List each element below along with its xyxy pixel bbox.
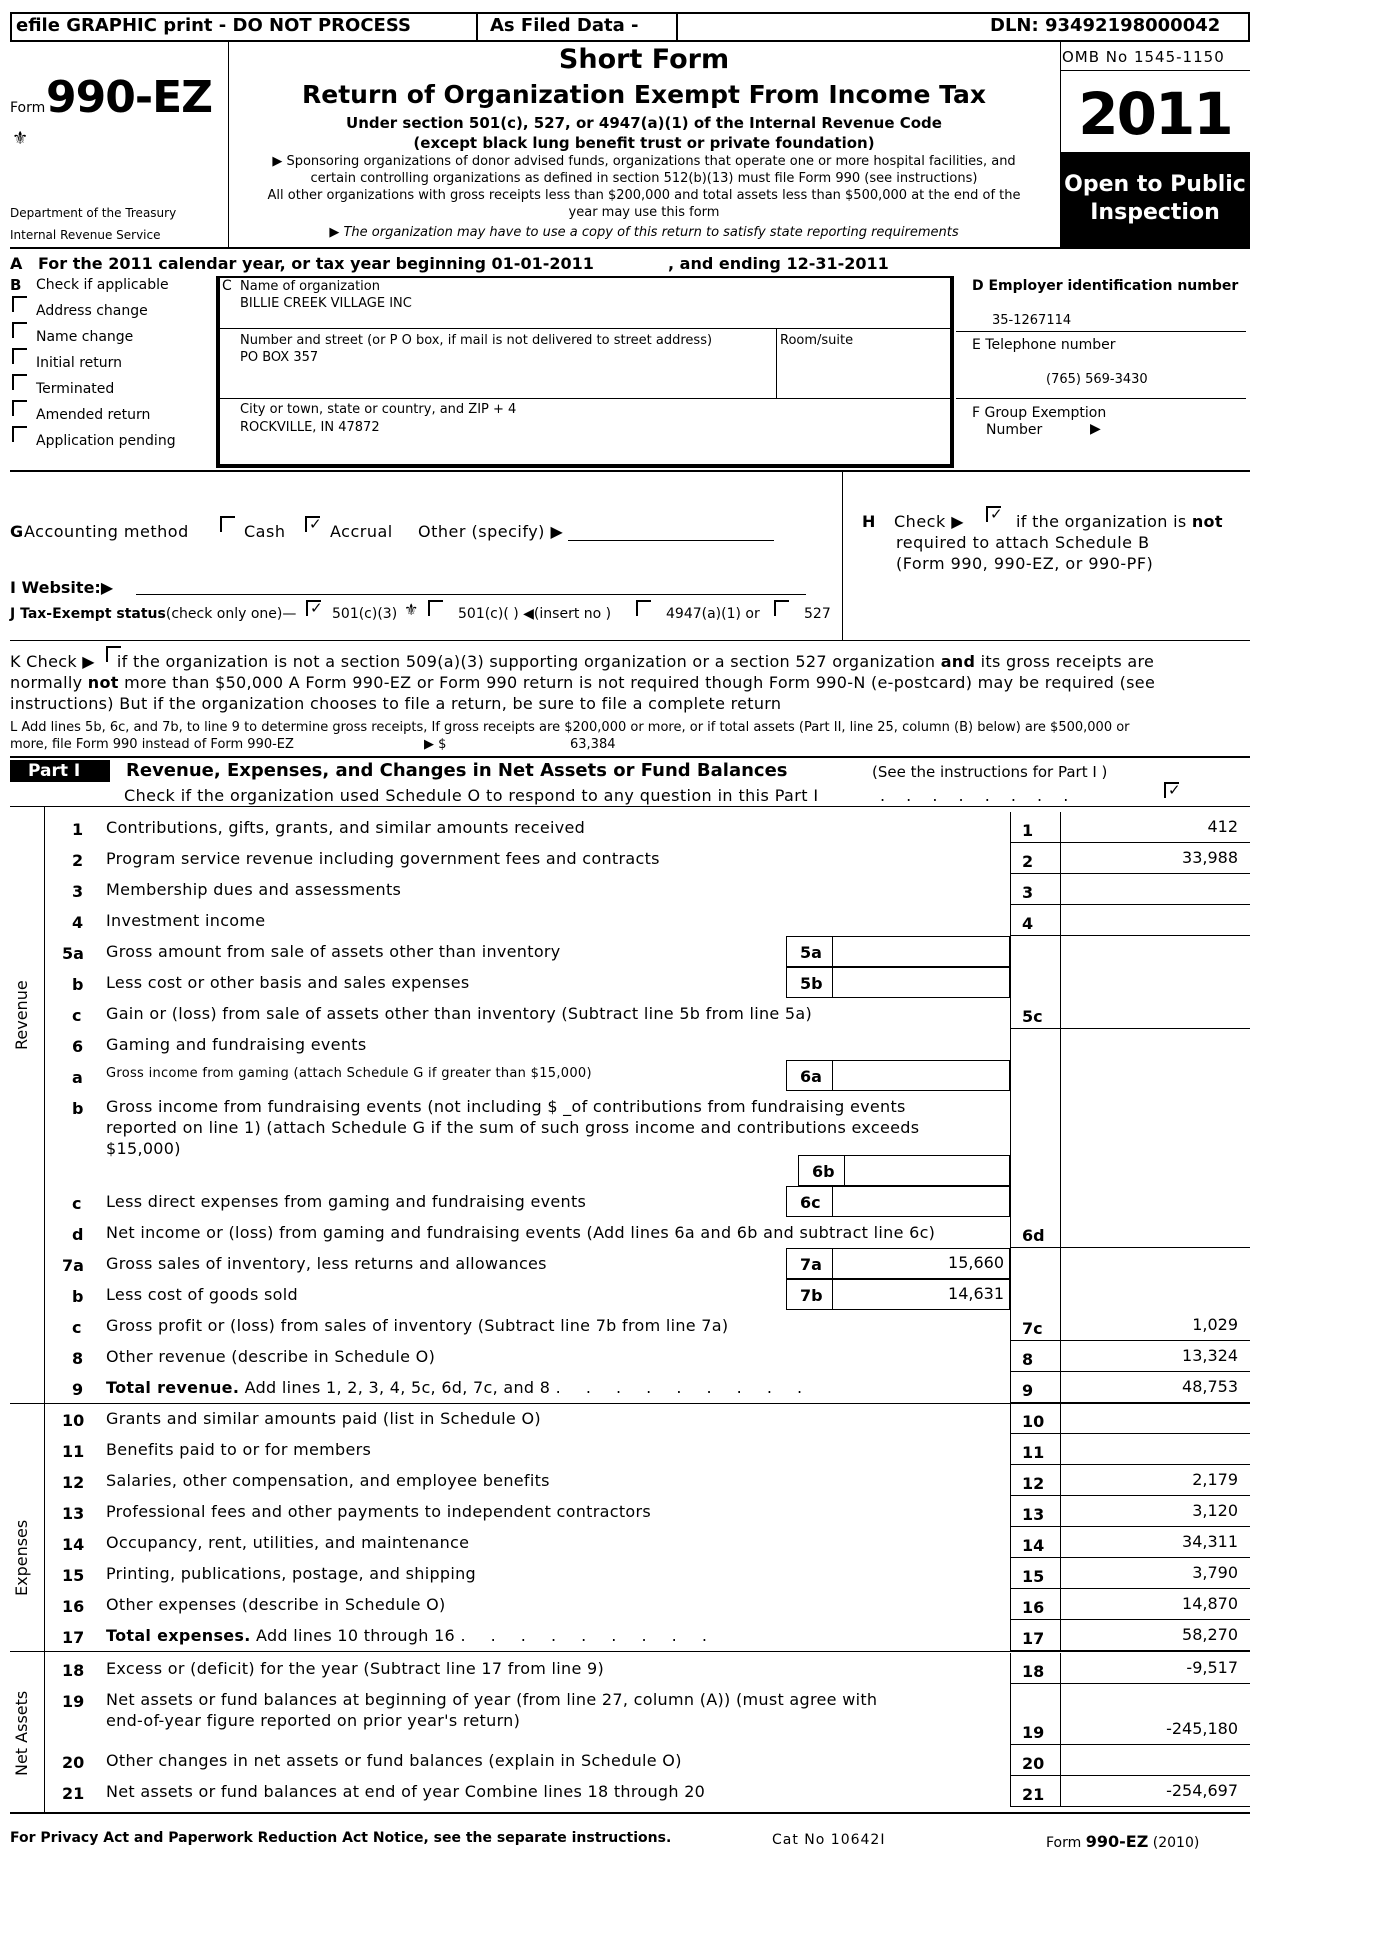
efile-label: efile GRAPHIC print - DO NOT PROCESS <box>16 15 411 36</box>
line-description: Grants and similar amounts paid (list in Schedule O) <box>106 1409 541 1428</box>
line-box-label: 9 <box>1022 1381 1034 1400</box>
line-description: Gross profit or (loss) from sales of inventory (Subtract line 7b from line 7a) <box>106 1316 729 1335</box>
line-number: d <box>72 1225 84 1244</box>
line-description: Contributions, gifts, grants, and similar amounts received <box>106 818 586 837</box>
line-description: Net income or (loss) from gaming and fundraising events (Add lines 6a and 6b and subtract line 6c) <box>106 1223 936 1242</box>
group-exemption-label-2: Number <box>986 422 1043 438</box>
501c3-label: 501(c)(3) <box>332 606 398 622</box>
line-number: 17 <box>62 1628 85 1647</box>
part1-title: Revenue, Expenses, and Changes in Net Assets or Fund Balances <box>126 760 788 781</box>
street-address: PO BOX 357 <box>240 350 319 365</box>
line-box-label: 11 <box>1022 1443 1045 1462</box>
part1-schedule-o-check-mark: ✓ <box>1168 781 1181 799</box>
ein-label: D Employer identification number <box>972 278 1239 294</box>
line-h-text-3: (Form 990, 990-EZ, or 990-PF) <box>896 554 1154 573</box>
terminated-label: Terminated <box>36 381 115 397</box>
phone-value: (765) 569-3430 <box>1046 372 1148 387</box>
line-description: Printing, publications, postage, and shipping <box>106 1564 477 1583</box>
line-amount[interactable]: 3,120 <box>1192 1501 1238 1520</box>
line-description-3: $15,000) <box>106 1139 181 1158</box>
line-box-label: 3 <box>1022 883 1034 902</box>
inner-box-label: 7a <box>800 1255 822 1274</box>
inner-box-label: 7b <box>800 1286 823 1305</box>
other-specify-line[interactable] <box>568 540 774 541</box>
line-box-label: 13 <box>1022 1505 1045 1524</box>
501c-checkbox[interactable] <box>428 600 443 616</box>
cash-checkbox[interactable] <box>220 516 235 532</box>
inner-box-label: 5b <box>800 974 823 993</box>
side-label-expenses: Expenses <box>12 1519 31 1596</box>
line-box-label: 7c <box>1022 1319 1043 1338</box>
line-description: Gaming and fundraising events <box>106 1035 367 1054</box>
cash-label: Cash <box>244 522 286 541</box>
form-subtitle-1: Under section 501(c), 527, or 4947(a)(1) of the Internal Revenue Code <box>346 114 942 132</box>
line-number: c <box>72 1318 82 1337</box>
privacy-notice: For Privacy Act and Paperwork Reduction Act Notice, see the separate instructions. <box>10 1830 672 1846</box>
line-number: 6 <box>72 1037 84 1056</box>
line-amount[interactable]: 412 <box>1207 817 1238 836</box>
open-to-public: Open to Public <box>1064 172 1246 197</box>
name-change-checkbox[interactable] <box>12 322 27 338</box>
org-name: BILLIE CREEK VILLAGE INC <box>240 296 412 311</box>
line-description: Gross amount from sale of assets other than inventory <box>106 942 561 961</box>
inner-box-label: 6a <box>800 1067 822 1086</box>
section-b-title: Check if applicable <box>36 277 169 293</box>
line-amount[interactable]: 2,179 <box>1192 1470 1238 1489</box>
line-number: b <box>72 1287 84 1306</box>
line-description: Other changes in net assets or fund balances (explain in Schedule O) <box>106 1751 682 1770</box>
phone-label: E Telephone number <box>972 337 1116 353</box>
accounting-method-label: Accounting method <box>24 522 189 541</box>
line-description-2: reported on line 1) (attach Schedule G if the sum of such gross income and contributions exceeds <box>106 1118 920 1137</box>
name-change-label: Name change <box>36 329 134 345</box>
line-amount[interactable]: -9,517 <box>1186 1658 1238 1677</box>
line-l-text-2: more, file Form 990 instead of Form 990-EZ <box>10 737 294 752</box>
omb-number: OMB No 1545-1150 <box>1062 48 1225 66</box>
header-note-1: ▶ Sponsoring organizations of donor advised funds, organizations that operate one or more hospital facilities, and <box>272 154 1016 169</box>
4947a1-checkbox[interactable] <box>636 600 651 616</box>
line-box-label: 6d <box>1022 1226 1045 1245</box>
dept-treasury: Department of the Treasury <box>10 206 177 220</box>
line-amount[interactable]: 58,270 <box>1182 1625 1238 1644</box>
line-description: Gross sales of inventory, less returns and allowances <box>106 1254 547 1273</box>
line-amount[interactable]: 1,029 <box>1192 1315 1238 1334</box>
line-description: Salaries, other compensation, and employee benefits <box>106 1471 550 1490</box>
inspection: Inspection <box>1090 200 1220 225</box>
line-number: 9 <box>72 1380 84 1399</box>
501c3-icon: ⚜ <box>404 600 419 619</box>
line-description: Professional fees and other payments to independent contractors <box>106 1502 652 1521</box>
website-label: I Website:▶ <box>10 578 114 597</box>
address-change-label: Address change <box>36 303 148 319</box>
line-box-label: 19 <box>1022 1723 1045 1742</box>
line-box-label: 2 <box>1022 852 1034 871</box>
line-box-label: 12 <box>1022 1474 1045 1493</box>
line-number: 18 <box>62 1661 85 1680</box>
line-box-label: 16 <box>1022 1598 1045 1617</box>
line-amount[interactable]: 3,790 <box>1192 1563 1238 1582</box>
line-description: Other revenue (describe in Schedule O) <box>106 1347 436 1366</box>
accrual-check-mark: ✓ <box>309 515 322 533</box>
line-h-check: Check ▶ <box>894 512 965 531</box>
line-box-label: 15 <box>1022 1567 1045 1586</box>
line-description: Benefits paid to or for members <box>106 1440 372 1459</box>
line-k-checkbox[interactable] <box>106 646 121 662</box>
accrual-label: Accrual <box>330 522 393 541</box>
line-number: 1 <box>72 820 84 839</box>
header-note-4: year may use this form <box>568 205 720 220</box>
line-description: Net assets or fund balances at end of year Combine lines 18 through 20 <box>106 1782 706 1801</box>
group-exemption-label: F Group Exemption <box>972 405 1107 421</box>
501c3-check-mark: ✓ <box>310 599 323 617</box>
527-checkbox[interactable] <box>774 600 789 616</box>
line-number: 8 <box>72 1349 84 1368</box>
line-number: a <box>72 1068 83 1087</box>
line-description: Less cost of goods sold <box>106 1285 298 1304</box>
line-number: 20 <box>62 1753 85 1772</box>
line-number: 16 <box>62 1597 85 1616</box>
line-g-label: G <box>10 522 24 541</box>
line-number: 13 <box>62 1504 85 1523</box>
gross-receipts-amount: 63,384 <box>570 737 616 752</box>
line-amount[interactable]: -245,180 <box>1166 1719 1238 1738</box>
amended-return-checkbox[interactable] <box>12 400 27 416</box>
line-a-label: A <box>10 254 23 273</box>
line-description: Gross income from gaming (attach Schedule G if greater than $15,000) <box>106 1066 592 1081</box>
line-box-label: 14 <box>1022 1536 1045 1555</box>
line-a-text: For the 2011 calendar year, or tax year beginning 01-01-2011 <box>38 254 594 273</box>
line-l-text-1: L Add lines 5b, 6c, and 7b, to line 9 to determine gross receipts, If gross receipts are $200,000 or more, or if total assets (Part II, line 25, column (B) below) are $500,000 or <box>10 720 1130 735</box>
inner-amount[interactable]: 14,631 <box>948 1284 1004 1303</box>
application-pending-checkbox[interactable] <box>12 426 27 442</box>
application-pending-label: Application pending <box>36 433 176 449</box>
line-amount[interactable]: 14,870 <box>1182 1594 1238 1613</box>
as-filed-label: As Filed Data - <box>490 15 639 36</box>
ein-value: 35-1267114 <box>992 313 1072 328</box>
line-description: Membership dues and assessments <box>106 880 402 899</box>
form-name: 990-EZ <box>46 72 213 123</box>
header-note-5: ▶ The organization may have to use a copy of this return to satisfy state reporting requirements <box>329 225 959 240</box>
4947a1-label: 4947(a)(1) or <box>666 606 760 622</box>
inner-box-label: 6b <box>812 1162 835 1181</box>
line-box-label: 4 <box>1022 914 1034 933</box>
header-note-2: certain controlling organizations as defined in section 512(b)(13) must file Form 990 (see instructions) <box>310 171 978 186</box>
line-description: Less direct expenses from gaming and fundraising events <box>106 1192 587 1211</box>
line-number: 15 <box>62 1566 85 1585</box>
line-box-label: 8 <box>1022 1350 1034 1369</box>
header-note-3: All other organizations with gross receipts less than $200,000 and total assets less than $500,000 at the end of the <box>267 188 1021 203</box>
line-description: Less cost or other basis and sales expenses <box>106 973 470 992</box>
line-description: Other expenses (describe in Schedule O) <box>106 1595 446 1614</box>
line-k-text-3: instructions) But if the organization chooses to file a return, be sure to file a complete return <box>10 694 782 713</box>
room-suite-label: Room/suite <box>780 333 854 348</box>
part1-schedule-o-dots: . . . . . . . . <box>880 786 1077 805</box>
short-form-title: Short Form <box>558 44 730 75</box>
form-title: Return of Organization Exempt From Income Tax <box>302 80 986 109</box>
side-label-revenue: Revenue <box>12 980 31 1050</box>
line-description: Gain or (loss) from sale of assets other than inventory (Subtract line 5b from line 5a) <box>106 1004 813 1023</box>
city-label: City or town, state or country, and ZIP + 4 <box>240 402 517 417</box>
street-label: Number and street (or P O box, if mail is not delivered to street address) <box>240 333 713 348</box>
line-h-label: H <box>862 512 876 531</box>
line-number: 21 <box>62 1784 85 1803</box>
line-number: 5a <box>62 944 84 963</box>
line-number: b <box>72 1099 84 1118</box>
amended-return-label: Amended return <box>36 407 151 423</box>
dln-label: DLN: 93492198000042 <box>990 15 1221 36</box>
irs-eagle-icon: ⚜ <box>12 128 29 149</box>
line-number: 7a <box>62 1256 84 1275</box>
line-number: 10 <box>62 1411 85 1430</box>
line-box-label: 20 <box>1022 1754 1045 1773</box>
footer-form-id: Form 990-EZ (2010) <box>1046 1832 1200 1851</box>
501c-label: 501(c)( ) ◀(insert no ) <box>458 606 612 622</box>
line-number: c <box>72 1194 82 1213</box>
line-description: Total revenue. Add lines 1, 2, 3, 4, 5c, 6d, 7c, and 8 . . . . . . . . . <box>106 1378 813 1397</box>
line-description: Occupancy, rent, utilities, and maintenance <box>106 1533 470 1552</box>
inner-box-label: 5a <box>800 943 822 962</box>
line-description: Excess or (deficit) for the year (Subtract line 17 from line 9) <box>106 1659 605 1678</box>
line-description: Program service revenue including government fees and contracts <box>106 849 660 868</box>
org-name-label: Name of organization <box>240 279 380 294</box>
line-description: Gross income from fundraising events (not including $ _of contributions from fundraising events <box>106 1097 906 1116</box>
line-k-text-1: K Check ▶ if the organization is not a section 509(a)(3) supporting organization or a section 527 organization and its gross receipts are <box>10 652 1155 671</box>
initial-return-checkbox[interactable] <box>12 348 27 364</box>
line-number: c <box>72 1006 82 1025</box>
form-subtitle-2: (except black lung benefit trust or private foundation) <box>413 134 875 152</box>
part1-tag: Part I <box>28 761 81 781</box>
line-amount[interactable]: 33,988 <box>1182 848 1238 867</box>
line-box-label: 5c <box>1022 1007 1043 1026</box>
line-k-text-2: normally not more than $50,000 A Form 990-EZ or Form 990 return is not required though Form 990-N (e-postcard) may be required (see <box>10 673 1156 692</box>
line-description: Total expenses. Add lines 10 through 16 . . . . . . . . . <box>106 1626 717 1645</box>
line-amount[interactable]: 13,324 <box>1182 1346 1238 1365</box>
line-description-2: end-of-year figure reported on prior year's return) <box>106 1711 521 1730</box>
line-j-label: J Tax-Exempt status(check only one)— <box>10 606 297 622</box>
line-l-arrow: ▶ $ <box>424 737 447 752</box>
line-h-text-2: required to attach Schedule B <box>896 533 1150 552</box>
line-number: 11 <box>62 1442 85 1461</box>
line-description: Investment income <box>106 911 266 930</box>
line-amount[interactable]: 34,311 <box>1182 1532 1238 1551</box>
inner-amount[interactable]: 15,660 <box>948 1253 1004 1272</box>
line-number: 4 <box>72 913 84 932</box>
tax-year: 2011 <box>1078 80 1232 148</box>
city-state-zip: ROCKVILLE, IN 47872 <box>240 420 380 435</box>
cat-number: Cat No 10642I <box>772 1832 886 1848</box>
terminated-checkbox[interactable] <box>12 374 27 390</box>
line-amount[interactable]: -254,697 <box>1166 1781 1238 1800</box>
line-number: 14 <box>62 1535 85 1554</box>
line-h-text-1: if the organization is not <box>1016 512 1223 531</box>
address-change-checkbox[interactable] <box>12 296 27 312</box>
line-number: 12 <box>62 1473 85 1492</box>
initial-return-label: Initial return <box>36 355 122 371</box>
line-box-label: 1 <box>1022 821 1034 840</box>
dept-irs: Internal Revenue Service <box>10 228 161 242</box>
group-exemption-arrow: ▶ <box>1090 421 1101 437</box>
part1-title-note: (See the instructions for Part I ) <box>872 763 1108 781</box>
527-label: 527 <box>804 606 831 622</box>
line-amount[interactable]: 48,753 <box>1182 1377 1238 1396</box>
line-box-label: 18 <box>1022 1662 1045 1681</box>
line-description: Net assets or fund balances at beginning of year (from line 27, column (A)) (must agree with <box>106 1690 878 1709</box>
part1-schedule-o-line: Check if the organization used Schedule O to respond to any question in this Part I <box>124 786 819 805</box>
line-box-label: 21 <box>1022 1785 1045 1804</box>
line-number: 2 <box>72 851 84 870</box>
website-line[interactable] <box>136 594 806 595</box>
form-prefix: Form <box>10 100 46 116</box>
line-number: 3 <box>72 882 84 901</box>
line-box-label: 10 <box>1022 1412 1045 1431</box>
other-specify-label: Other (specify) ▶ <box>418 522 564 541</box>
inner-box-label: 6c <box>800 1193 821 1212</box>
line-number: 19 <box>62 1692 85 1711</box>
side-label-net-assets: Net Assets <box>12 1690 31 1776</box>
section-c-label: C <box>222 278 232 294</box>
section-b-label: B <box>10 276 22 294</box>
line-number: b <box>72 975 84 994</box>
line-box-label: 17 <box>1022 1629 1045 1648</box>
line-a-ending: , and ending 12-31-2011 <box>668 254 889 273</box>
schedule-b-check-mark: ✓ <box>990 505 1003 523</box>
